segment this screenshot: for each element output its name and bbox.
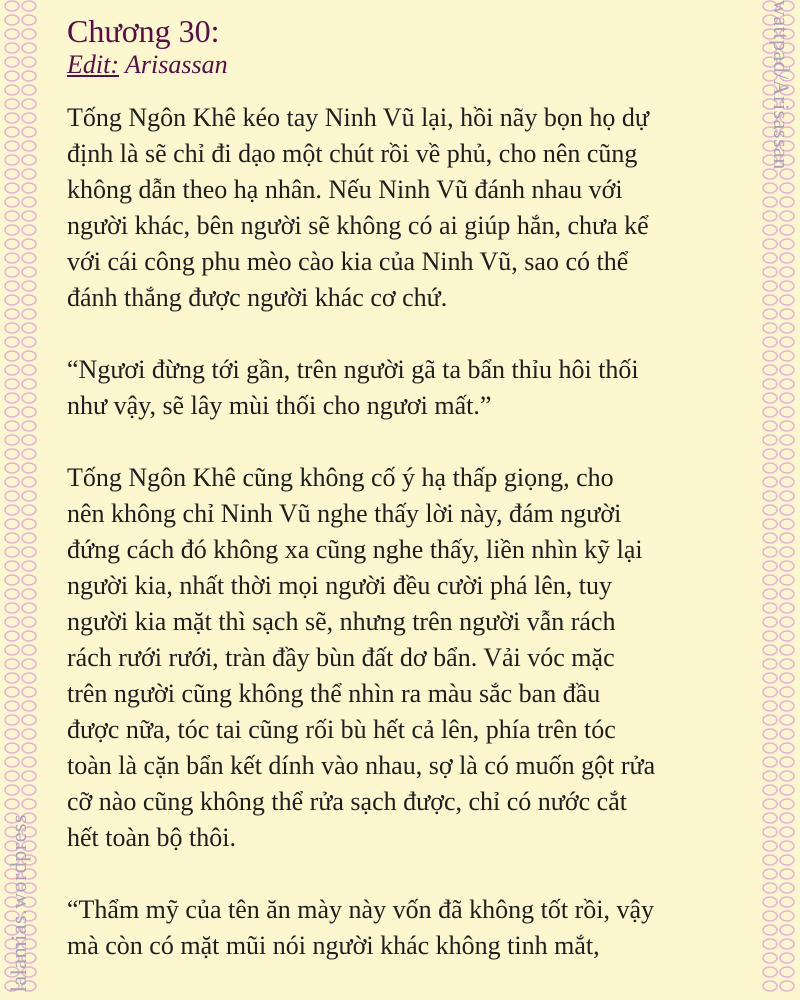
loop-ornament — [5, 365, 19, 375]
loop-ornament — [763, 519, 777, 529]
loop-ornament — [22, 281, 36, 291]
loop-ornament — [763, 295, 777, 305]
loop-ornament — [763, 547, 777, 557]
loop-ornament — [22, 1, 36, 11]
loop-ornament — [763, 869, 777, 879]
loop-ornament — [22, 211, 36, 221]
loop-ornament — [22, 463, 36, 473]
text-line: “Ngươi đừng tới gần, trên người gã ta bẩn thỉu hôi thối — [67, 355, 639, 384]
loop-ornament — [22, 71, 36, 81]
loop-ornament — [5, 659, 19, 669]
loop-ornament — [780, 547, 794, 557]
loop-ornament — [780, 813, 794, 823]
loop-ornament — [5, 449, 19, 459]
loop-ornament — [763, 687, 777, 697]
loop-ornament — [763, 365, 777, 375]
loop-ornament — [22, 589, 36, 599]
loop-ornament — [780, 253, 794, 263]
loop-ornament — [22, 561, 36, 571]
loop-ornament — [780, 883, 794, 893]
loop-ornament — [763, 421, 777, 431]
loop-ornament — [22, 631, 36, 641]
loop-ornament — [780, 225, 794, 235]
loop-ornament — [763, 407, 777, 417]
loop-ornament — [780, 463, 794, 473]
loop-ornament — [22, 533, 36, 543]
loop-ornament — [763, 561, 777, 571]
loop-ornament — [780, 295, 794, 305]
loop-ornament — [22, 43, 36, 53]
loop-ornament — [22, 351, 36, 361]
loop-ornament — [780, 575, 794, 585]
loop-ornament — [763, 267, 777, 277]
loop-ornament — [5, 463, 19, 473]
loop-ornament — [780, 421, 794, 431]
loop-ornament — [22, 575, 36, 585]
loop-ornament — [763, 841, 777, 851]
loop-ornament — [780, 267, 794, 277]
loop-ornament — [780, 351, 794, 361]
loop-ornament — [5, 491, 19, 501]
loop-ornament — [22, 519, 36, 529]
text-line: cỡ nào cũng không thể rửa sạch được, chỉ có nước cắt — [67, 787, 627, 816]
loop-ornament — [22, 771, 36, 781]
loop-ornament — [22, 449, 36, 459]
loop-ornament — [780, 337, 794, 347]
loop-ornament — [780, 323, 794, 333]
loop-ornament — [780, 645, 794, 655]
loop-ornament — [763, 225, 777, 235]
loop-ornament — [5, 225, 19, 235]
text-line: đứng cách đó không xa cũng nghe thấy, liền nhìn kỹ lại — [67, 535, 643, 564]
watermark-left: lalamias.wordpress — [6, 813, 31, 992]
loop-ornament — [22, 113, 36, 123]
loop-ornament — [780, 855, 794, 865]
loop-ornament — [763, 673, 777, 683]
loop-ornament — [780, 799, 794, 809]
text-line: “Thẩm mỹ của tên ăn mày này vốn đã không tốt rồi, vậy — [67, 895, 655, 924]
loop-ornament — [22, 267, 36, 277]
loop-ornament — [5, 589, 19, 599]
loop-ornament — [22, 407, 36, 417]
loop-ornament — [763, 645, 777, 655]
loop-ornament — [763, 435, 777, 445]
loop-ornament — [5, 267, 19, 277]
text-line: Tống Ngôn Khê cũng không cố ý hạ thấp giọng, cho — [67, 463, 614, 492]
loop-ornament — [780, 435, 794, 445]
loop-ornament — [763, 477, 777, 487]
loop-ornament — [763, 897, 777, 907]
loop-ornament — [5, 603, 19, 613]
loop-ornament — [780, 561, 794, 571]
editor-name: Arisassan — [125, 50, 228, 79]
loop-ornament — [5, 729, 19, 739]
loop-ornament — [763, 939, 777, 949]
loop-ornament — [780, 533, 794, 543]
loop-ornament — [22, 225, 36, 235]
text-line: toàn là cặn bẩn kết dính vào nhau, sợ là có muốn gột rửa — [67, 751, 656, 780]
loop-ornament — [763, 771, 777, 781]
loop-ornament — [22, 701, 36, 711]
loop-ornament — [763, 911, 777, 921]
loop-ornament — [5, 743, 19, 753]
loop-ornament — [780, 631, 794, 641]
loop-ornament — [5, 421, 19, 431]
loop-ornament — [5, 687, 19, 697]
loop-ornament — [22, 295, 36, 305]
loop-ornament — [22, 799, 36, 809]
loop-ornament — [763, 659, 777, 669]
loop-ornament — [780, 393, 794, 403]
loop-ornament — [22, 309, 36, 319]
loop-ornament — [763, 379, 777, 389]
loop-ornament — [780, 239, 794, 249]
text-line: như vậy, sẽ lây mùi thối cho ngươi mất.” — [67, 391, 492, 420]
loop-ornament — [22, 253, 36, 263]
loop-ornament — [763, 953, 777, 963]
loop-ornament — [780, 981, 794, 991]
text-line: rách rưới rưới, tràn đầy bùn đất dơ bẩn. Vải vóc mặc — [67, 643, 615, 672]
loop-ornament — [5, 211, 19, 221]
loop-ornament — [763, 855, 777, 865]
edit-credit — [67, 50, 757, 80]
loop-ornament — [5, 253, 19, 263]
loop-ornament — [5, 575, 19, 585]
loop-ornament — [5, 127, 19, 137]
loop-ornament — [780, 771, 794, 781]
loop-ornament — [763, 743, 777, 753]
text-line: nên không chỉ Ninh Vũ nghe thấy lời này, đám người — [67, 499, 622, 528]
loop-ornament — [5, 645, 19, 655]
loop-ornament — [780, 505, 794, 515]
loop-ornament — [22, 435, 36, 445]
loop-ornament — [5, 393, 19, 403]
loop-ornament — [780, 967, 794, 977]
loop-ornament — [763, 589, 777, 599]
loop-ornament — [763, 981, 777, 991]
loop-ornament — [780, 687, 794, 697]
loop-ornament — [22, 715, 36, 725]
loop-ornament — [763, 715, 777, 725]
loop-ornament — [763, 183, 777, 193]
loop-ornament — [22, 15, 36, 25]
text-line: Tống Ngôn Khê kéo tay Ninh Vũ lại, hồi nãy bọn họ dự — [67, 103, 649, 132]
loop-ornament — [5, 561, 19, 571]
loop-ornament — [780, 869, 794, 879]
loop-ornament — [5, 295, 19, 305]
loop-ornament — [22, 477, 36, 487]
loop-ornament — [763, 883, 777, 893]
loop-ornament — [22, 617, 36, 627]
loop-ornament — [763, 757, 777, 767]
loop-ornament — [780, 309, 794, 319]
loop-ornament — [22, 757, 36, 767]
loop-ornament — [763, 799, 777, 809]
loop-ornament — [780, 477, 794, 487]
loop-ornament — [5, 71, 19, 81]
loop-ornament — [22, 337, 36, 347]
paragraph — [67, 100, 757, 316]
loop-ornament — [780, 701, 794, 711]
loop-ornament — [763, 603, 777, 613]
loop-ornament — [5, 99, 19, 109]
loop-ornament — [780, 519, 794, 529]
loop-ornament — [5, 29, 19, 39]
loop-ornament — [22, 155, 36, 165]
loop-ornament — [5, 407, 19, 417]
text-line: với cái công phu mèo cào kia của Ninh Vũ, sao có thể — [67, 247, 629, 276]
loop-ornament — [763, 533, 777, 543]
loop-ornament — [5, 337, 19, 347]
loop-ornament — [763, 925, 777, 935]
loop-ornament — [780, 785, 794, 795]
loop-ornament — [780, 603, 794, 613]
loop-ornament — [763, 491, 777, 501]
loop-ornament — [763, 631, 777, 641]
watermark-right: wattpad/Arisassan — [769, 0, 794, 170]
loop-ornament — [780, 659, 794, 669]
text-line: đánh thắng được người khác cơ chứ. — [67, 283, 448, 312]
loop-ornament — [5, 113, 19, 123]
loop-ornament — [780, 841, 794, 851]
text-line: được nữa, tóc tai cũng rối bù hết cả lên, phía trên tóc — [67, 715, 616, 744]
loop-ornament — [780, 183, 794, 193]
loop-ornament — [5, 281, 19, 291]
loop-ornament — [5, 323, 19, 333]
loop-ornament — [780, 911, 794, 921]
loop-ornament — [5, 533, 19, 543]
loop-ornament — [22, 57, 36, 67]
loop-ornament — [22, 323, 36, 333]
loop-ornament — [763, 575, 777, 585]
text-line: hết toàn bộ thôi. — [67, 823, 236, 852]
loop-ornament — [780, 673, 794, 683]
text-line: người kia mặt thì sạch sẽ, nhưng trên người vẫn rách — [67, 607, 616, 636]
loop-ornament — [780, 617, 794, 627]
loop-ornament — [22, 491, 36, 501]
loop-ornament — [780, 589, 794, 599]
loop-ornament — [22, 99, 36, 109]
loop-ornament — [22, 393, 36, 403]
loop-ornament — [5, 309, 19, 319]
chapter-body — [67, 100, 757, 964]
loop-ornament — [763, 239, 777, 249]
loop-ornament — [780, 281, 794, 291]
loop-ornament — [780, 729, 794, 739]
loop-ornament — [5, 57, 19, 67]
loop-ornament — [22, 729, 36, 739]
loop-ornament — [5, 169, 19, 179]
loop-ornament — [780, 211, 794, 221]
loop-ornament — [22, 505, 36, 515]
loop-ornament — [763, 323, 777, 333]
text-line: người khác, bên người sẽ không có ai giúp hắn, chưa kể — [67, 211, 649, 240]
loop-ornament — [780, 925, 794, 935]
loop-ornament — [763, 309, 777, 319]
text-line: không dẫn theo hạ nhân. Nếu Ninh Vũ đánh nhau với — [67, 175, 623, 204]
loop-ornament — [763, 351, 777, 361]
loop-ornament — [763, 449, 777, 459]
loop-ornament — [22, 127, 36, 137]
paragraph — [67, 892, 757, 964]
loop-ornament — [5, 379, 19, 389]
loop-ornament — [780, 743, 794, 753]
loop-ornament — [780, 939, 794, 949]
loop-ornament — [780, 827, 794, 837]
loop-ornament — [5, 771, 19, 781]
loop-ornament — [22, 673, 36, 683]
loop-ornament — [22, 687, 36, 697]
loop-ornament — [763, 827, 777, 837]
loop-ornament — [780, 715, 794, 725]
loop-ornament — [22, 603, 36, 613]
loop-ornament — [780, 197, 794, 207]
loop-ornament — [763, 505, 777, 515]
loop-ornament — [5, 477, 19, 487]
loop-ornament — [22, 169, 36, 179]
loop-ornament — [780, 757, 794, 767]
loop-ornament — [780, 379, 794, 389]
loop-ornament — [5, 183, 19, 193]
loop-ornament — [763, 813, 777, 823]
loop-ornament — [763, 617, 777, 627]
loop-ornament — [5, 757, 19, 767]
loop-ornament — [5, 617, 19, 627]
loop-ornament — [5, 701, 19, 711]
paragraph — [67, 352, 757, 424]
loop-ornament — [5, 85, 19, 95]
loop-ornament — [22, 197, 36, 207]
loop-ornament — [763, 197, 777, 207]
loop-ornament — [5, 155, 19, 165]
loop-ornament — [22, 379, 36, 389]
loop-ornament — [22, 239, 36, 249]
loop-ornament — [22, 183, 36, 193]
loop-ornament — [763, 393, 777, 403]
edit-label: Edit: — [67, 50, 119, 79]
loop-ornament — [5, 547, 19, 557]
loop-ornament — [763, 785, 777, 795]
loop-ornament — [5, 197, 19, 207]
loop-ornament — [780, 169, 794, 179]
loop-ornament — [22, 743, 36, 753]
loop-ornament — [763, 169, 777, 179]
loop-ornament — [22, 659, 36, 669]
loop-ornament — [5, 141, 19, 151]
loop-ornament — [763, 463, 777, 473]
loop-ornament — [5, 239, 19, 249]
paragraph — [67, 460, 757, 856]
loop-ornament — [780, 953, 794, 963]
chapter-title: Chương 30: — [67, 13, 220, 49]
loop-ornament — [780, 365, 794, 375]
loop-ornament — [22, 785, 36, 795]
loop-ornament — [763, 729, 777, 739]
loop-ornament — [5, 785, 19, 795]
loop-ornament — [22, 85, 36, 95]
loop-ornament — [763, 337, 777, 347]
text-line: người kia, nhất thời mọi người đều cười phá lên, tuy — [67, 571, 612, 600]
loop-ornament — [763, 211, 777, 221]
text-line: trên người cũng không thể nhìn ra màu sắc ban đầu — [67, 679, 601, 708]
loop-ornament — [22, 645, 36, 655]
loop-ornament — [763, 701, 777, 711]
chapter-content — [67, 12, 757, 1000]
loop-ornament — [5, 519, 19, 529]
loop-ornament — [780, 897, 794, 907]
text-line: định là sẽ chỉ đi dạo một chút rồi về phủ, cho nên cũng — [67, 139, 638, 168]
loop-ornament — [5, 505, 19, 515]
text-line: mà còn có mặt mũi nói người khác không tinh mắt, — [67, 931, 600, 960]
loop-ornament — [22, 421, 36, 431]
loop-ornament — [22, 547, 36, 557]
loop-ornament — [763, 967, 777, 977]
loop-ornament — [22, 365, 36, 375]
loop-ornament — [5, 673, 19, 683]
loop-ornament — [5, 715, 19, 725]
loop-ornament — [22, 141, 36, 151]
loop-ornament — [22, 29, 36, 39]
loop-ornament — [780, 449, 794, 459]
loop-ornament — [5, 631, 19, 641]
loop-ornament — [780, 407, 794, 417]
loop-ornament — [763, 253, 777, 263]
loop-ornament — [5, 351, 19, 361]
loop-ornament — [5, 435, 19, 445]
loop-ornament — [5, 799, 19, 809]
loop-ornament — [5, 1, 19, 11]
loop-ornament — [5, 43, 19, 53]
loop-ornament — [763, 281, 777, 291]
loop-ornament — [5, 15, 19, 25]
loop-ornament — [780, 491, 794, 501]
